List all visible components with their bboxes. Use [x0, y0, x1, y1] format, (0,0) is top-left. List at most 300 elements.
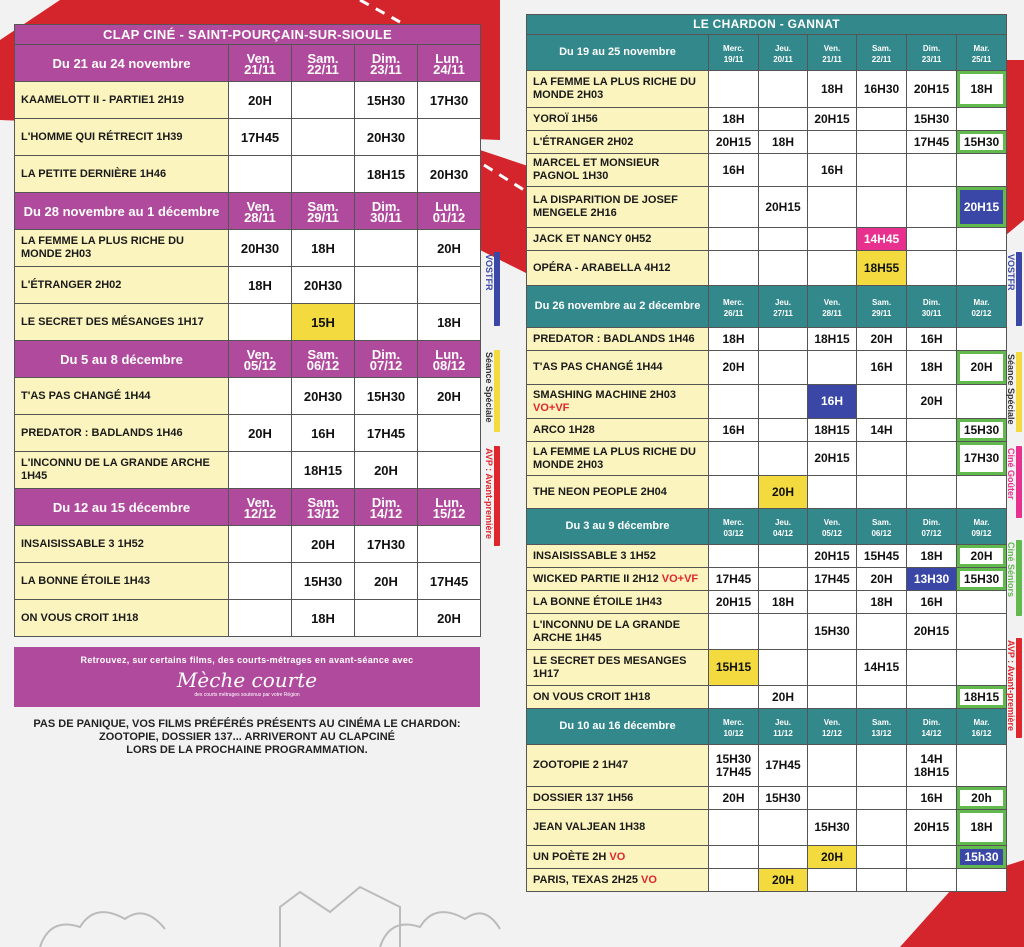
showtime-cell [759, 614, 808, 650]
showtime-cell: 15H30 [355, 378, 418, 415]
day-header [418, 341, 481, 378]
day-name: Dim. [922, 717, 941, 727]
showtime-cell: 20H30 [355, 119, 418, 156]
showtime-cell [292, 156, 355, 193]
note-line: ZOOTOPIE, DOSSIER 137... ARRIVERONT AU CLAPCINÉ [98, 731, 396, 743]
day-date: 07/12 [921, 528, 942, 538]
film-name: LA BONNE ÉTOILE 1H43 [21, 574, 150, 587]
day-name: Merc. [723, 43, 744, 53]
film-name: L'ÉTRANGER 2H02 [533, 135, 634, 148]
showtime-cell [355, 600, 418, 637]
film-row [15, 156, 481, 193]
showtime-cell: 15H [292, 304, 355, 341]
showtime-cell [808, 686, 857, 709]
film-title [527, 71, 709, 108]
day-date: 01/12 [432, 210, 466, 225]
day-header [709, 35, 759, 71]
film-title [527, 154, 709, 187]
showtime-cell [418, 415, 481, 452]
showtime-cell: 20H30 [418, 156, 481, 193]
film-row [15, 600, 481, 637]
showtime-cell [857, 385, 907, 419]
showtime-cell: 20H [229, 82, 292, 119]
showtime-cell: 18H15 [808, 419, 857, 442]
day-name: Merc. [723, 297, 744, 307]
showtime-cell: 20H [759, 476, 808, 509]
showtime-cell: 20H [418, 230, 481, 267]
showtime-cell [957, 869, 1007, 892]
day-header [355, 341, 418, 378]
version-tag: VO [609, 850, 626, 863]
film-name: LA FEMME LA PLUS RICHE DU MONDE 2H03 [21, 235, 184, 260]
showtime-cell: 15h30 [957, 846, 1007, 869]
day-date: 04/12 [772, 528, 794, 538]
day-header [957, 35, 1007, 71]
day-date: 23/11 [921, 54, 942, 64]
promo-text: Retrouvez, sur certains films, des courts-métrages en avant-séance avec [80, 655, 414, 665]
film-row [527, 228, 1007, 251]
showtime-cell: 14H 18H15 [907, 745, 957, 787]
day-date: 22/11 [307, 62, 339, 77]
day-name: Dim. [922, 43, 941, 53]
showtime-cell [292, 82, 355, 119]
showtime-cell [808, 251, 857, 286]
day-date: 29/11 [307, 210, 339, 225]
day-name: Dim. [371, 51, 401, 66]
day-header [759, 509, 808, 545]
day-header [229, 193, 292, 230]
showtime-cell: 18H15 [292, 452, 355, 489]
day-header [229, 341, 292, 378]
day-name: Sam. [871, 517, 892, 527]
film-name: LA FEMME LA PLUS RICHE DU MONDE 2H03 [533, 76, 696, 101]
film-name: L'INCONNU DE LA GRANDE ARCHE 1H45 [533, 618, 681, 644]
film-row [15, 526, 481, 563]
day-header [907, 35, 957, 71]
showtime-cell [957, 108, 1007, 131]
showtime-cell: 18H15 [808, 328, 857, 351]
film-name: PREDATOR : BADLANDS 1H46 [533, 332, 695, 345]
film-title [527, 108, 709, 131]
day-name: Jeu. [774, 297, 791, 307]
day-name: Sam. [307, 495, 339, 510]
showtime-cell [957, 745, 1007, 787]
film-title [527, 568, 709, 591]
day-header [808, 509, 857, 545]
showtime-cell [907, 442, 957, 476]
showtime-cell: 16H [857, 351, 907, 385]
day-header [292, 193, 355, 230]
film-title [15, 378, 229, 415]
day-header [418, 45, 481, 82]
film-title [15, 156, 229, 193]
showtime-cell [759, 328, 808, 351]
day-name: Ven. [823, 43, 841, 53]
showtime-cell [229, 378, 292, 415]
day-date: 29/11 [871, 308, 892, 318]
day-date: 27/11 [773, 308, 793, 318]
film-row [527, 328, 1007, 351]
showtime-cell: 17H45 [808, 568, 857, 591]
showtime-cell [229, 304, 292, 341]
day-date: 07/12 [369, 358, 403, 373]
showtime-cell [709, 187, 759, 228]
day-header [292, 489, 355, 526]
showtime-cell [759, 846, 808, 869]
legend-seance-speciale: Séance Spéciale [1006, 352, 1022, 432]
film-title [527, 442, 709, 476]
film-row [527, 846, 1007, 869]
film-row [527, 131, 1007, 154]
film-name: JACK ET NANCY 0H52 [533, 232, 652, 245]
showtime-cell: 18H55 [857, 251, 907, 286]
day-date: 20/11 [773, 54, 793, 64]
showtime-cell [759, 108, 808, 131]
showtime-cell: 20H15 [808, 545, 857, 568]
day-name: Lun. [435, 347, 463, 362]
day-date: 13/12 [306, 506, 340, 521]
showtime-cell [957, 251, 1007, 286]
film-name: L'HOMME QUI RÉTRECIT 1H39 [21, 130, 183, 143]
film-name: LE SECRET DES MÉSANGES 1H17 [21, 315, 204, 328]
film-title [15, 415, 229, 452]
day-header [857, 509, 907, 545]
showtime-cell [759, 228, 808, 251]
showtime-cell: 20H15 [709, 131, 759, 154]
day-date: 14/12 [921, 728, 942, 738]
day-header [907, 286, 957, 328]
day-name: Sam. [871, 297, 892, 307]
day-date: 05/12 [243, 358, 277, 373]
showtime-cell: 20H [759, 869, 808, 892]
showtime-cell: 16H [808, 154, 857, 187]
showtime-cell [808, 351, 857, 385]
day-header [957, 509, 1007, 545]
film-title [527, 591, 709, 614]
film-row [527, 869, 1007, 892]
showtime-cell [355, 230, 418, 267]
film-title [527, 745, 709, 787]
showtime-cell: 17H30 [957, 442, 1007, 476]
film-row [527, 108, 1007, 131]
film-name: L'ÉTRANGER 2H02 [21, 278, 122, 291]
showtime-cell: 20h [957, 787, 1007, 810]
day-name: Jeu. [774, 43, 791, 53]
showtime-cell [808, 476, 857, 509]
showtime-cell [957, 476, 1007, 509]
film-name: SMASHING MACHINE 2H03 [533, 388, 677, 401]
version-tag: VO+VF [661, 572, 699, 585]
day-name: Ven. [246, 199, 274, 214]
showtime-cell [907, 846, 957, 869]
showtime-cell: 16H30 [857, 71, 907, 108]
film-name: WICKED PARTIE II 2H12 [533, 572, 659, 585]
showtime-cell: 20H15 [808, 108, 857, 131]
note-line: PAS DE PANIQUE, VOS FILMS PRÉFÉRÉS PRÉSENTS AU CINÉMA LE CHARDON: [33, 718, 461, 730]
showtime-cell [857, 614, 907, 650]
day-name: Ven. [823, 517, 841, 527]
showtime-cell: 15H30 [957, 131, 1007, 154]
film-row [527, 545, 1007, 568]
showtime-cell: 18H [957, 810, 1007, 846]
showtime-cell: 20H15 [907, 71, 957, 108]
day-header [957, 286, 1007, 328]
day-date: 05/12 [821, 528, 843, 538]
film-title [527, 476, 709, 509]
showtime-cell: 18H [759, 131, 808, 154]
film-title [15, 600, 229, 637]
showtime-cell: 17H45 [907, 131, 957, 154]
showtime-cell: 16H [808, 385, 857, 419]
film-title [527, 614, 709, 650]
film-title [527, 686, 709, 709]
film-name: JEAN VALJEAN 1H38 [533, 821, 646, 833]
day-date: 23/11 [370, 62, 402, 77]
day-header [857, 286, 907, 328]
day-header [759, 709, 808, 745]
showtime-cell [355, 267, 418, 304]
film-name: THE NEON PEOPLE 2H04 [533, 485, 667, 498]
showtime-cell: 13H30 [907, 568, 957, 591]
showtime-cell: 15H30 [957, 568, 1007, 591]
showtime-cell: 18H [709, 328, 759, 351]
day-header [709, 709, 759, 745]
day-date: 22/11 [871, 54, 892, 64]
le-chardon-schedule-table [526, 14, 1007, 892]
day-header [907, 709, 957, 745]
film-row [527, 419, 1007, 442]
week-period: Du 5 au 8 décembre [15, 341, 229, 378]
showtime-cell [857, 108, 907, 131]
day-name: Ven. [823, 297, 841, 307]
showtime-cell [709, 869, 759, 892]
day-header [857, 35, 907, 71]
showtime-cell [759, 251, 808, 286]
showtime-cell [229, 452, 292, 489]
showtime-cell [957, 228, 1007, 251]
film-title [527, 328, 709, 351]
showtime-cell: 18H [857, 591, 907, 614]
showtime-cell: 18H [907, 545, 957, 568]
showtime-cell [418, 526, 481, 563]
day-header [759, 286, 808, 328]
film-name: L'INCONNU DE LA GRANDE ARCHE 1H45 [21, 457, 210, 482]
showtime-cell: 20H [355, 563, 418, 600]
legend-cine-seniors: Ciné Séniors [1006, 540, 1022, 616]
showtime-cell: 18H [292, 230, 355, 267]
day-date: 12/12 [243, 506, 277, 521]
showtime-cell [808, 591, 857, 614]
legend-seance-speciale: Séance Spéciale [484, 350, 500, 432]
showtime-cell: 20H [957, 351, 1007, 385]
day-date: 21/11 [822, 54, 842, 64]
showtime-cell [229, 156, 292, 193]
film-title [527, 810, 709, 846]
day-date: 14/12 [369, 506, 403, 521]
showtime-cell [759, 442, 808, 476]
showtime-cell: 16H [907, 591, 957, 614]
showtime-cell [907, 869, 957, 892]
day-header [808, 709, 857, 745]
film-title [15, 230, 229, 267]
showtime-cell [907, 187, 957, 228]
showtime-cell [808, 745, 857, 787]
day-header [808, 35, 857, 71]
film-name: MARCEL ET MONSIEUR PAGNOL 1H30 [533, 157, 660, 182]
day-name: Dim. [371, 495, 401, 510]
showtime-cell [907, 228, 957, 251]
showtime-cell: 15H45 [857, 545, 907, 568]
day-name: Jeu. [774, 517, 791, 527]
showtime-cell [957, 385, 1007, 419]
film-row [15, 563, 481, 600]
showtime-cell: 20H [808, 846, 857, 869]
day-date: 10/12 [723, 728, 744, 738]
showtime-cell: 20H15 [759, 187, 808, 228]
showtime-cell [857, 745, 907, 787]
cloud-outline-icon [380, 912, 500, 947]
showtime-cell [759, 419, 808, 442]
showtime-cell: 14H45 [857, 228, 907, 251]
showtime-cell: 18H [292, 600, 355, 637]
week-period: Du 10 au 16 décembre [527, 709, 709, 745]
day-date: 11/12 [773, 728, 793, 738]
note-line: LORS DE LA PROCHAINE PROGRAMMATION. [126, 744, 368, 756]
showtime-cell: 17H30 [418, 82, 481, 119]
showtime-cell: 20H15 [907, 810, 957, 846]
showtime-cell [759, 650, 808, 686]
showtime-cell: 14H15 [857, 650, 907, 686]
showtime-cell: 18H [418, 304, 481, 341]
showtime-cell [418, 452, 481, 489]
day-name: Sam. [307, 51, 339, 66]
showtime-cell [709, 810, 759, 846]
showtime-cell: 15H15 [709, 650, 759, 686]
day-date: 19/11 [723, 54, 744, 64]
film-row [15, 452, 481, 489]
showtime-cell: 20H15 [957, 187, 1007, 228]
version-tag: VO+VF [533, 401, 570, 414]
showtime-cell: 17H45 [229, 119, 292, 156]
film-row [15, 304, 481, 341]
showtime-cell: 18H [229, 267, 292, 304]
showtime-cell [709, 686, 759, 709]
version-tag: VO [641, 873, 657, 886]
showtime-cell [907, 419, 957, 442]
day-name: Sam. [307, 199, 339, 214]
day-name: Ven. [246, 51, 274, 66]
day-date: 03/12 [723, 528, 744, 538]
showtime-cell [709, 545, 759, 568]
showtime-cell: 15H30 [355, 82, 418, 119]
film-name: ARCO 1H28 [533, 423, 595, 436]
film-row [527, 476, 1007, 509]
meche-courte-promo [14, 647, 480, 707]
clap-cine-schedule-table [14, 24, 481, 637]
showtime-cell: 17H45 [355, 415, 418, 452]
film-row [527, 686, 1007, 709]
day-name: Sam. [307, 347, 339, 362]
showtime-cell [229, 563, 292, 600]
legend-vostfr: VOSTFR [1006, 252, 1022, 326]
day-header [418, 193, 481, 230]
showtime-cell [808, 869, 857, 892]
day-date: 26/11 [723, 308, 744, 318]
castle-outline-icon [280, 887, 400, 947]
showtime-cell: 16H [709, 419, 759, 442]
showtime-cell [229, 526, 292, 563]
showtime-cell [709, 846, 759, 869]
legend-vostfr: VOSTFR [484, 252, 500, 326]
showtime-cell [957, 650, 1007, 686]
film-row [527, 787, 1007, 810]
film-name: LA BONNE ÉTOILE 1H43 [533, 595, 662, 608]
film-name: ZOOTOPIE 2 1H47 [533, 759, 629, 771]
day-header [759, 35, 808, 71]
film-title [15, 304, 229, 341]
showtime-cell: 20H [229, 415, 292, 452]
showtime-cell [418, 267, 481, 304]
day-header [229, 45, 292, 82]
day-date: 06/12 [306, 358, 340, 373]
showtime-cell [808, 228, 857, 251]
film-title [527, 419, 709, 442]
film-name: T'AS PAS CHANGÉ 1H44 [533, 361, 663, 373]
day-date: 02/12 [971, 308, 992, 318]
week-period: Du 26 novembre au 2 décembre [527, 286, 709, 328]
day-name: Lun. [435, 199, 463, 214]
film-title [15, 452, 229, 489]
day-name: Ven. [246, 347, 274, 362]
showtime-cell [759, 154, 808, 187]
showtime-cell: 18H [808, 71, 857, 108]
week-period: Du 28 novembre au 1 décembre [15, 193, 229, 230]
showtime-cell [957, 614, 1007, 650]
showtime-cell: 15H30 [759, 787, 808, 810]
showtime-cell [759, 545, 808, 568]
showtime-cell: 20H [709, 787, 759, 810]
cinema-title: LE CHARDON - GANNAT [527, 15, 1007, 35]
showtime-cell: 20H [857, 568, 907, 591]
film-name: PREDATOR : BADLANDS 1H46 [21, 426, 183, 439]
showtime-cell [808, 650, 857, 686]
film-title [15, 119, 229, 156]
showtime-cell [759, 810, 808, 846]
film-row [527, 154, 1007, 187]
day-header [355, 489, 418, 526]
film-row [527, 745, 1007, 787]
film-row [527, 187, 1007, 228]
film-row [527, 614, 1007, 650]
day-header [292, 45, 355, 82]
showtime-cell: 20H [418, 600, 481, 637]
film-title [15, 267, 229, 304]
film-name: INSAISISSABLE 3 1H52 [533, 549, 656, 562]
showtime-cell [907, 251, 957, 286]
showtime-cell [857, 787, 907, 810]
showtime-cell: 20H [907, 385, 957, 419]
showtime-cell: 17H45 [709, 568, 759, 591]
showtime-cell [857, 810, 907, 846]
film-name: OPÉRA - ARABELLA 4H12 [533, 261, 671, 274]
showtime-cell [857, 869, 907, 892]
showtime-cell [957, 154, 1007, 187]
showtime-cell [759, 351, 808, 385]
film-title [527, 251, 709, 286]
showtime-cell: 17H30 [355, 526, 418, 563]
film-name: LA DISPARITION DE JOSEF MENGELE 2H16 [533, 194, 678, 219]
showtime-cell [857, 131, 907, 154]
